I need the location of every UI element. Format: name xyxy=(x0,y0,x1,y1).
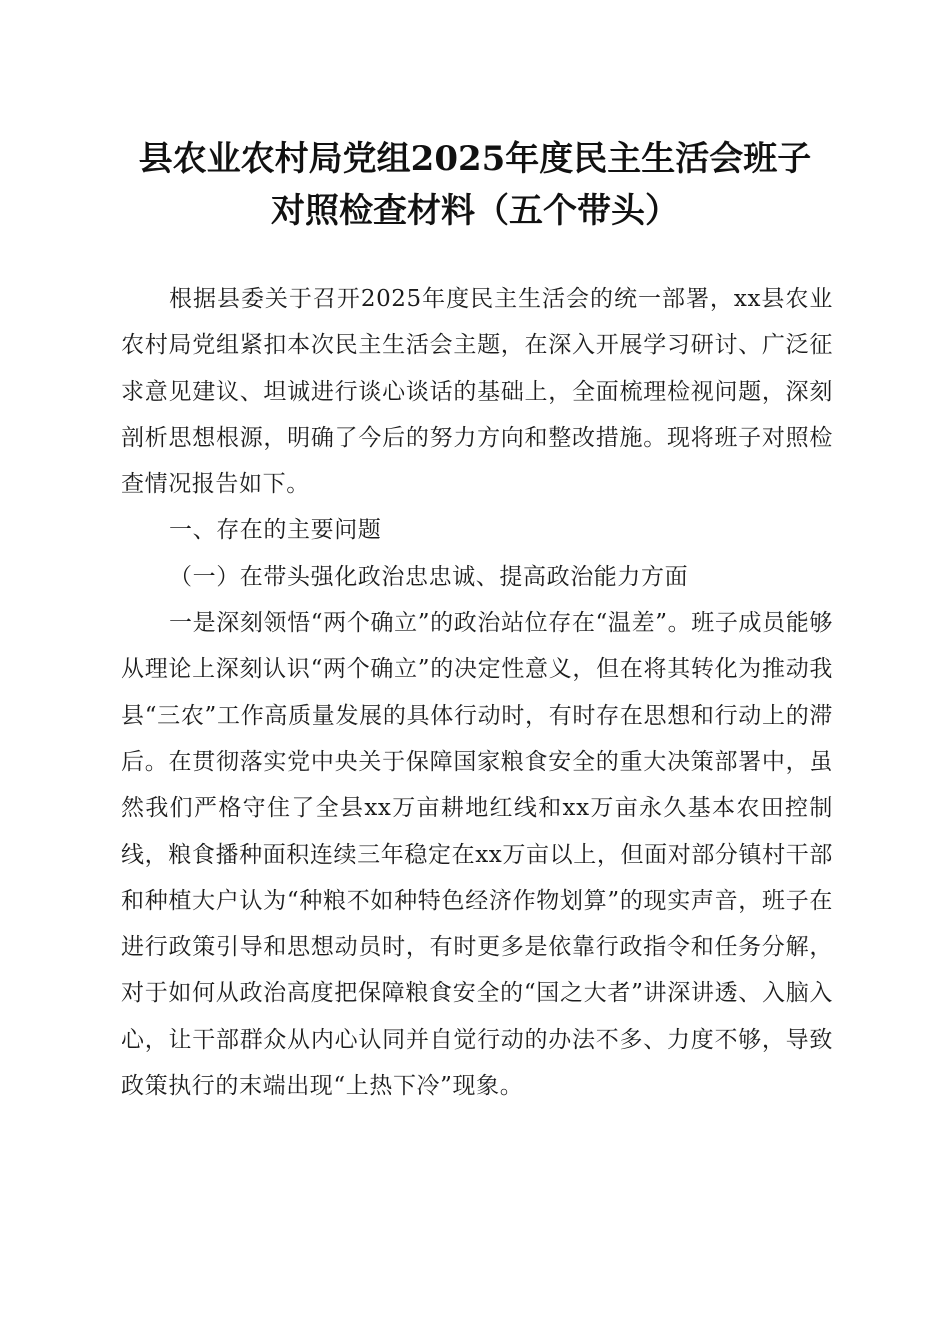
document-title xyxy=(0,133,950,237)
document-body xyxy=(121,276,833,1109)
body-paragraph-1: 一是深刻领悟“两个确立”的政治站位存在“温差”。班子成员能够从理论上深刻认识“两个确立”的决定性意义，但在将其转化为推动我县“三农”工作高质量发展的具体行动时，有时存在思想和行动上的滞后。在贯彻落实党中央关于保障国家粮食安全的重大决策部署中，虽然我们严格守住了全县xx万亩耕地红线和xx万亩永久基本农田控制线，粮食播种面积连续三年稳定在xx万亩以上，但面对部分镇村干部和种植大户认为“种粮不如种特色经济作物划算”的现实声音，班子在进行政策引导和思想动员时，有时更多是依靠行政指令和任务分解，对于如何从政治高度把保障粮食安全的“国之大者”讲深讲透、入脑入心，让干部群众从内心认同并自觉行动的办法不多、力度不够，导致政策执行的末端出现“上热下冷”现象。 xyxy=(121,610,833,1100)
subsection-heading-1: （一）在带头强化政治忠忠诚、提高政治能力方面 xyxy=(169,563,689,590)
intro-paragraph: 根据县委关于召开2025年度民主生活会的统一部署，xx县农业农村局党组紧扣本次民主生活会主题，在深入开展学习研讨、广泛征求意见建议、坦诚进行谈心谈话的基础上，全面梳理检视问题，深刻剖析思想根源，明确了今后的努力方向和整改措施。现将班子对照检查情况报告如下。 xyxy=(121,286,833,498)
title-line-1: 县农业农村局党组2025年度民主生活会班子 xyxy=(138,139,812,179)
title-line-2: 对照检查材料（五个带头） xyxy=(271,191,679,231)
section-heading-1: 一、存在的主要问题 xyxy=(169,517,382,544)
